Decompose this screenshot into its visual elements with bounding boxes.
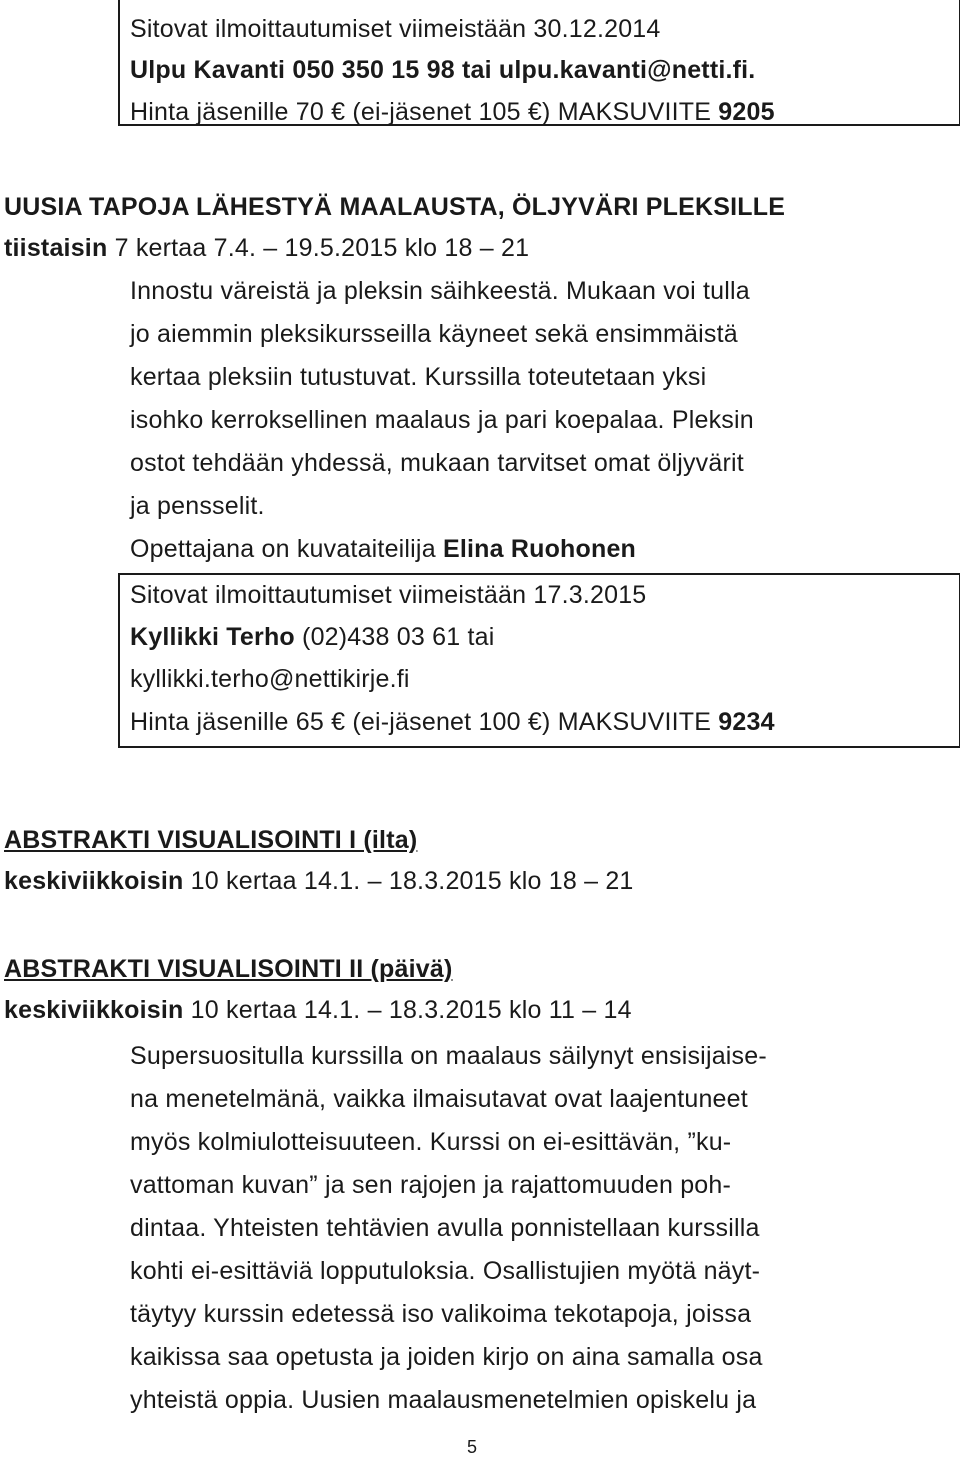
- course-description-line: kohti ei-esittäviä lopputuloksia. Osallistujien myötä näyt-: [130, 1257, 761, 1285]
- teacher-name: Elina Ruohonen: [442, 535, 637, 563]
- registration-contact: Ulpu Kavanti 050 350 15 98 tai ulpu.kavanti@netti.fi.: [130, 56, 756, 84]
- payment-reference: 9205: [718, 98, 775, 126]
- course-description-line: Supersuositulla kurssilla on maalaus säilynyt ensisijaise-: [130, 1042, 767, 1070]
- course-day: keskiviikkoisin: [4, 996, 184, 1024]
- course-description-line: myös kolmiulotteisuuteen. Kurssi on ei-esittävän, ”ku-: [130, 1128, 732, 1156]
- course-description-line: jo aiemmin pleksikursseilla käyneet sekä ensimmäistä: [130, 320, 738, 348]
- course-title: ABSTRAKTI VISUALISOINTI I (ilta): [4, 826, 418, 854]
- course-schedule: [4, 233, 529, 263]
- contact-email: kyllikki.terho@nettikirje.fi: [130, 665, 410, 693]
- price-line: [130, 707, 775, 737]
- course-dates: 7 kertaa 7.4. – 19.5.2015 klo 18 – 21: [114, 234, 530, 262]
- page-number: 5: [467, 1437, 478, 1457]
- course-description-line: na menetelmänä, vaikka ilmaisutavat ovat laajentuneet: [130, 1085, 748, 1113]
- course-description-line: ja pensselit.: [130, 492, 265, 520]
- course-title: ABSTRAKTI VISUALISOINTI II (päivä): [4, 955, 453, 983]
- course-description-line: dintaa. Yhteisten tehtävien avulla ponnistellaan kurssilla: [130, 1214, 760, 1242]
- price-text: Hinta jäsenille 70 € (ei-jäsenet 105 €) MAKSUVIITE: [130, 98, 712, 126]
- price-text: Hinta jäsenille 65 € (ei-jäsenet 100 €) MAKSUVIITE: [130, 708, 712, 736]
- course-description-line: kaikissa saa opetusta ja joiden kirjo on aina samalla osa: [130, 1343, 763, 1371]
- registration-deadline: Sitovat ilmoittautumiset viimeistään 17.3.2015: [130, 581, 647, 609]
- contact-phone: (02)438 03 61 tai: [302, 623, 495, 651]
- course-dates: 10 kertaa 14.1. – 18.3.2015 klo 11 – 14: [190, 996, 632, 1024]
- course-day: keskiviikkoisin: [4, 867, 184, 895]
- course-description-line: kertaa pleksiin tutustuvat. Kurssilla toteutetaan yksi: [130, 363, 707, 391]
- teacher-line: [130, 534, 636, 564]
- teacher-prefix: Opettajana on kuvataiteilija: [130, 535, 436, 563]
- payment-reference: 9234: [718, 708, 775, 736]
- course-description-line: Innostu väreistä ja pleksin säihkeestä. Mukaan voi tulla: [130, 277, 750, 305]
- course-title: UUSIA TAPOJA LÄHESTYÄ MAALAUSTA, ÖLJYVÄRI PLEKSILLE: [4, 193, 786, 221]
- price-line: [130, 97, 775, 127]
- course-day: tiistaisin: [4, 234, 108, 262]
- course-description-line: yhteistä oppia. Uusien maalausmenetelmien opiskelu ja: [130, 1386, 757, 1414]
- course-description-line: ostot tehdään yhdessä, mukaan tarvitset omat öljyvärit: [130, 449, 744, 477]
- course-schedule: [4, 866, 634, 896]
- course-description-line: täytyy kurssin edetessä iso valikoima tekotapoja, joissa: [130, 1300, 752, 1328]
- registration-deadline: Sitovat ilmoittautumiset viimeistään 30.12.2014: [130, 15, 661, 43]
- course-dates: 10 kertaa 14.1. – 18.3.2015 klo 18 – 21: [190, 867, 634, 895]
- course-description-line: isohko kerroksellinen maalaus ja pari koepalaa. Pleksin: [130, 406, 754, 434]
- course-schedule: [4, 995, 632, 1025]
- contact-name: Kyllikki Terho: [130, 623, 295, 651]
- course-description-line: vattoman kuvan” ja sen rajojen ja rajattomuuden poh-: [130, 1171, 732, 1199]
- registration-contact: [130, 622, 494, 652]
